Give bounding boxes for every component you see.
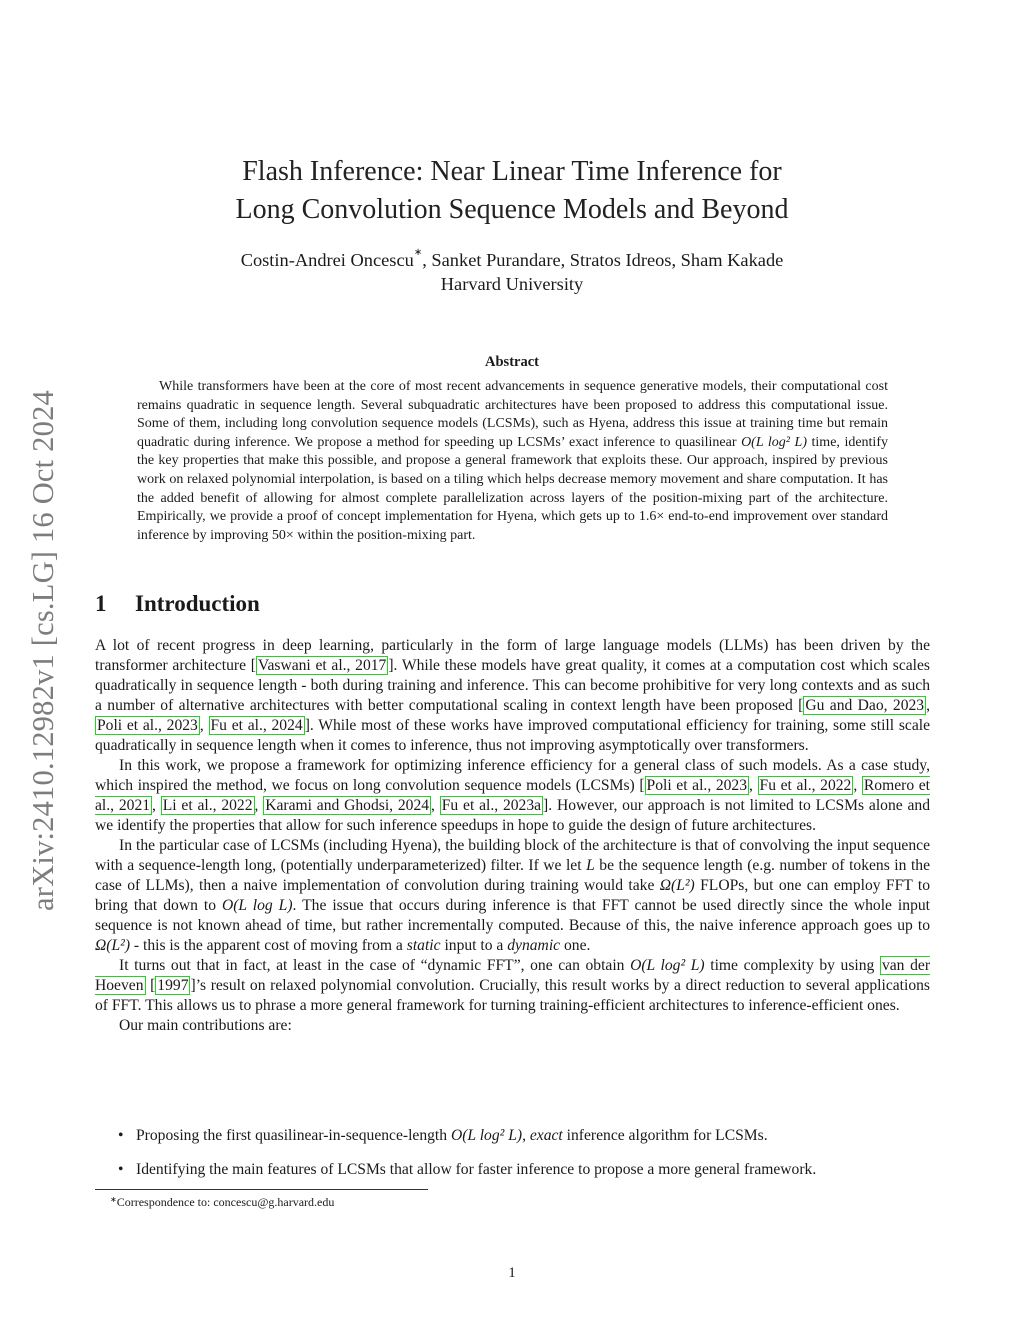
text: FLOPs, but one can employ FFT to bring that down to [95,877,930,914]
abstract-text [137,378,888,545]
citation-link[interactable]: Poli et al., 2023 [97,717,198,734]
affiliation: Harvard University [440,274,584,294]
text: ]. While most of these works have improved computational efficiency for training, some still scale quadratically in sequence length when it comes to inference, thus not improving asymptotically over transformers. [95,717,930,754]
citation-link[interactable]: Gu and Dao, 2023 [805,697,925,714]
abstract-part: While transformers have been at the core of most recent advancements in sequence generative models, their computational cost remains quadratic in sequence length. Several subquadratic architectures have been proposed to address this computational issue. Some of them, including long convolution sequence models (LCSMs), such as Hyena, address this issue at training time but remain quadratic during inference. We propose a method for speeding up LCSMs’ exact inference to quasilinear [137,379,888,450]
text: Identifying the main features of LCSMs that allow for faster inference to propose a more general framework. [136,1161,817,1178]
paper-title [120,153,904,229]
math-expression: Ω(L²) [659,877,695,894]
arxiv-stamp [22,358,64,943]
math-expression: O(L log² L) [630,957,705,974]
emphasis: exact [529,1127,563,1144]
text: one. [560,937,591,954]
math-expression: Ω(L²) [95,937,131,954]
contributions-list [95,1126,930,1194]
paragraph: It turns out that in fact, at least in the case of “dynamic FFT”, one can obtain O(L log² L) time complexity by using van der Hoeven [ 1997 ]’s result on relaxed polynomial convolution. Crucially, this result works by a direct reduction to several applications of FFT. This allows us to phrase a more general framework for turning training-efficient architectures to inference-efficient ones. [95,957,931,1014]
text: . The issue that occurs during inference is that FFT cannot be used directly since the whole input sequence is not known ahead of time, but rather incrementally computed. Because of this, the naive inference approach goes up to [95,897,930,934]
math-expression: O(L log² L) [741,434,807,450]
first-author: Costin-Andrei Oncescu [240,250,414,270]
paragraph [95,836,930,956]
citation-link[interactable]: Romero et al., 2021 [95,777,930,814]
text: inference algorithm for LCSMs. [562,1127,768,1144]
citation-link[interactable]: 1997 [157,977,189,994]
footnote-marker[interactable]: ∗ [413,247,423,258]
footnote-rule [95,1189,428,1190]
citation-link[interactable]: van der Hoeven [95,957,931,994]
text: A lot of recent progress in deep learning, particularly in the form of large language models (LLMs) has been driven by the transformer architecture [ [95,637,930,674]
text: - this is the apparent cost of moving from a [130,937,407,954]
citation-link[interactable]: Li et al., 2022 [162,797,253,814]
citation-link[interactable]: Fu et al., 2022 [759,777,852,794]
section-title: Introduction [135,591,260,616]
emphasis: static [406,937,441,954]
text: input to a [440,937,508,954]
list-item [95,1160,930,1180]
paragraph: Our main contributions are: [119,1017,292,1034]
bullet-icon: • [118,1161,124,1178]
text: Proposing the first quasilinear-in-sequence-length [136,1127,451,1144]
citation-link[interactable]: Fu et al., 2024 [210,717,303,734]
text: It turns out that in fact, at least in the case of “dynamic FFT”, one can obtain [119,957,631,974]
text: In this work, we propose a framework for optimizing inference efficiency for a general class of such models. As a case study, which inspired the method, we focus on long convolution sequence models (LCSMs) [ [95,757,930,794]
footnote-mark: ∗ [110,1195,117,1204]
text: , [522,1127,530,1144]
footnote [110,1195,334,1210]
arxiv-stamp-text: arXiv:2410.12982v1 [cs.LG] 16 Oct 2024 [25,390,60,911]
citation-link[interactable]: Karami and Ghodsi, 2024 [265,797,430,814]
abstract-heading: Abstract [485,354,539,370]
citation-link[interactable]: Fu et al., 2023a [441,797,542,814]
section-heading [95,591,260,617]
footnote-text: Correspondence to: concescu@g.harvard.edu [116,1195,335,1209]
abstract-part: time, identify the key properties that make this possible, and propose a general framework that exploits these. Our approach, inspired by previous work on relaxed polynomial interpolation, is based on a tiling which helps decrease memory movement and share computation. It has the added benefit of allowing for almost complete parallelization across layers of the position-mixing part of the architecture. Empirically, we provide a proof of concept implementation for Hyena, which gets up to 1.6× end-to-end improvement over standard inference by improving 50× within the position-mixing part. [137,434,888,543]
text: ]. However, our approach is not limited to LCSMs alone and we identify the properties that allow for such inference speedups in hope to guide the design of future architectures. [95,797,930,834]
text: be the sequence length (e.g. number of tokens in the case of LLMs), then a naive implementation of convolution during training would take [95,857,930,894]
math-expression: L [586,857,595,874]
text: ’s result on relaxed polynomial convolution. Crucially, this result works by a direct reduction to several applications of FFT. This allows us to phrase a more general framework for turning training-efficient architectures to inference-efficient ones. [95,977,930,1014]
citation-link[interactable]: Vaswani et al., 2017 [257,657,387,674]
other-authors: , Sanket Purandare, Stratos Idreos, Sham Kakade [422,250,784,270]
math-expression: O(L log L) [221,897,293,914]
emphasis: dynamic [507,937,561,954]
text: time complexity by using [704,957,880,974]
author-block [120,248,904,296]
page-number: 1 [508,1265,516,1281]
section-body [95,636,930,1036]
paragraph: In this work, we propose a framework for optimizing inference efficiency for a general class of such models. As a case study, which inspired the method, we focus on long convolution sequence models (LCSMs) [ Poli et al., 2023 , Fu et al., 2022 , Romero et al., 2021 , Li et al., 2022 , Karami and Ghodsi, 2024 , Fu et al., 2023a ]. However, our approach is not limited to LCSMs alone and we identify the properties that allow for such inference speedups in hope to guide the design of future architectures. [95,757,930,834]
section-number: 1 [95,591,107,616]
citation-link[interactable]: Poli et al., 2023 [646,777,748,794]
paragraph: A lot of recent progress in deep learning, particularly in the form of large language models (LLMs) has been driven by the transformer architecture [ Vaswani et al., 2017 ]. While these models have great quality, it comes at a computation cost which scales quadratically in sequence length - both during training and inference. This can become prohibitive for very long contexts and as such a number of alternative architectures with better computational scaling in context length have been proposed [ Gu and Dao, 2023 , Poli et al., 2023 , Fu et al., 2024 ]. While most of these works have improved computational efficiency for training, some still scale quadratically in sequence length when it comes to inference, thus not improving asymptotically over transformers. [95,637,930,754]
bullet-icon: • [118,1127,124,1144]
title-line-1: Flash Inference: Near Linear Time Inference for [242,156,782,187]
title-line-2: Long Convolution Sequence Models and Beyond [235,194,789,225]
text: ]. While these models have great quality, it comes at a computation cost which scales quadratically in sequence length - both during training and inference. This can become prohibitive for very long contexts and as such a number of alternative architectures with better computational scaling in context length have been proposed [ [95,657,930,714]
text: In the particular case of LCSMs (including Hyena), the building block of the architecture is that of convolving the input sequence with a sequence-length long, (potentially underparameterized) filter. If we let [95,837,930,874]
math-expression: O(L log² L) [450,1127,523,1144]
list-item [95,1126,930,1146]
